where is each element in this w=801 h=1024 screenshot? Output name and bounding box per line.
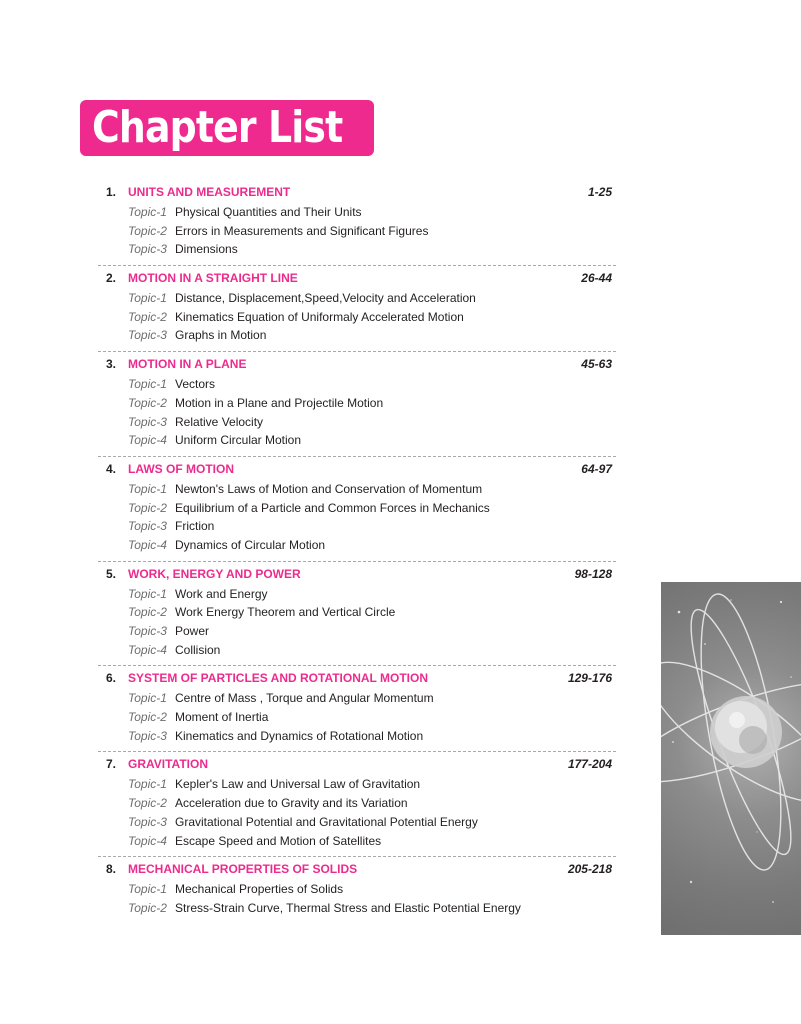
topic-row [98, 584, 616, 603]
topic-row [98, 688, 616, 707]
topic-row [98, 726, 616, 745]
topic-row [98, 325, 616, 344]
topic-row [98, 239, 616, 258]
topic-label: Topic-2 [128, 500, 167, 515]
chapter-entry [98, 269, 616, 344]
chapter-separator [98, 856, 616, 857]
chapter-separator [98, 265, 616, 266]
chapter-entry [98, 755, 616, 849]
chapter-title: SYSTEM OF PARTICLES AND ROTATIONAL MOTION [128, 671, 428, 686]
topic-title: Uniform Circular Motion [175, 433, 302, 448]
chapter-pages: 26-44 [581, 271, 612, 286]
topic-label: Topic-1 [128, 882, 167, 897]
chapter-separator [98, 751, 616, 752]
topic-label: Topic-1 [128, 777, 167, 792]
topic-row [98, 621, 616, 640]
topic-title: Equilibrium of a Particle and Common Forces in Mechanics [175, 500, 490, 515]
topic-row [98, 831, 616, 850]
chapter-separator [98, 351, 616, 352]
chapter-number: 1. [106, 185, 117, 199]
chapter-number: 5. [106, 566, 117, 581]
chapter-title: GRAVITATION [128, 757, 208, 772]
chapter-pages: 177-204 [567, 757, 612, 772]
chapter-heading-row [98, 755, 616, 774]
chapter-heading-row [98, 669, 616, 688]
topic-row [98, 479, 616, 498]
chapter-number: 8. [106, 862, 117, 877]
topic-label: Topic-2 [128, 900, 167, 915]
topic-label: Topic-4 [128, 642, 167, 657]
chapter-entry [98, 183, 616, 258]
topic-row [98, 898, 616, 917]
topic-row [98, 202, 616, 221]
topic-label: Topic-2 [128, 395, 167, 410]
chapter-heading-row [98, 269, 616, 288]
chapter-number: 4. [106, 461, 117, 476]
chapter-separator [98, 561, 616, 562]
topic-row [98, 307, 616, 326]
topic-title: Motion in a Plane and Projectile Motion [175, 395, 384, 410]
chapter-separator [98, 456, 616, 457]
chapter-title: MECHANICAL PROPERTIES OF SOLIDS [128, 862, 358, 877]
topic-title: Gravitational Potential and Gravitational Potential Energy [175, 814, 478, 829]
chapter-entry [98, 669, 616, 744]
topic-row [98, 393, 616, 412]
topic-title: Graphs in Motion [175, 328, 267, 343]
chapter-title: WORK, ENERGY AND POWER [128, 566, 301, 581]
topic-label: Topic-1 [128, 377, 167, 392]
topic-title: Power [175, 624, 210, 638]
topic-title: Centre of Mass , Torque and Angular Momentum [175, 691, 434, 706]
chapter-pages: 1-25 [587, 185, 612, 199]
topic-label: Topic-2 [128, 309, 167, 324]
topic-label: Topic-1 [128, 481, 167, 496]
topic-title: Acceleration due to Gravity and its Variation [175, 796, 408, 811]
topic-label: Topic-2 [128, 796, 167, 811]
chapter-separator [98, 665, 616, 666]
topic-title: Moment of Inertia [175, 710, 269, 725]
topic-label: Topic-1 [128, 291, 167, 306]
topic-title: Kinematics and Dynamics of Rotational Motion [175, 728, 424, 743]
topic-label: Topic-3 [128, 814, 167, 829]
topic-row [98, 774, 616, 793]
chapter-title: MOTION IN A PLANE [128, 357, 247, 372]
topic-row [98, 221, 616, 240]
topic-label: Topic-4 [128, 433, 167, 448]
topic-label: Topic-1 [128, 586, 167, 601]
topic-label: Topic-3 [128, 328, 167, 343]
chapter-title: MOTION IN A STRAIGHT LINE [128, 271, 298, 286]
topic-label: Topic-3 [128, 242, 167, 257]
chapter-entry [98, 565, 616, 659]
topic-title: Stress-Strain Curve, Thermal Stress and Elastic Potential Energy [175, 900, 521, 915]
chapter-number: 6. [106, 671, 117, 686]
chapter-entry [98, 460, 616, 554]
topic-label: Topic-2 [128, 710, 167, 725]
topic-row [98, 640, 616, 659]
topic-row [98, 374, 616, 393]
topic-row [98, 288, 616, 307]
atom-illustration [661, 582, 801, 935]
topic-title: Work and Energy [175, 586, 268, 601]
chapter-pages: 98-128 [574, 566, 612, 581]
topic-row [98, 412, 616, 431]
topic-title: Kepler's Law and Universal Law of Gravitation [175, 777, 421, 792]
topic-row [98, 430, 616, 449]
topic-title: Friction [175, 519, 215, 534]
topic-row [98, 707, 616, 726]
chapter-pages: 45-63 [581, 357, 612, 372]
chapter-number: 7. [106, 757, 117, 772]
topic-label: Topic-1 [128, 205, 167, 219]
topic-label: Topic-3 [128, 728, 167, 743]
chapter-list [98, 183, 616, 917]
chapter-pages: 64-97 [581, 461, 612, 476]
topic-title: Escape Speed and Motion of Satellites [175, 833, 382, 848]
topic-title: Physical Quantities and Their Units [175, 205, 362, 219]
topic-label: Topic-3 [128, 624, 167, 638]
chapter-pages: 129-176 [567, 671, 612, 686]
topic-label: Topic-4 [128, 537, 167, 552]
topic-title: Kinematics Equation of Uniformaly Accelerated Motion [175, 309, 464, 324]
topic-label: Topic-2 [128, 605, 167, 620]
chapter-title: LAWS OF MOTION [128, 461, 234, 476]
chapter-entry [98, 355, 616, 449]
topic-title: Distance, Displacement,Speed,Velocity and Acceleration [175, 291, 476, 306]
chapter-pages: 205-218 [567, 862, 612, 877]
topic-row [98, 879, 616, 898]
chapter-entry [98, 860, 616, 916]
topic-row [98, 516, 616, 535]
topic-title: Errors in Measurements and Significant Figures [175, 223, 429, 238]
topic-title: Work Energy Theorem and Vertical Circle [175, 605, 396, 620]
topic-label: Topic-3 [128, 414, 167, 429]
topic-row [98, 535, 616, 554]
topic-row [98, 793, 616, 812]
topic-title: Relative Velocity [175, 414, 264, 429]
topic-label: Topic-2 [128, 223, 167, 238]
topic-title: Newton's Laws of Motion and Conservation of Momentum [175, 481, 483, 496]
chapter-heading-row [98, 183, 616, 202]
chapter-heading-row [98, 565, 616, 584]
topic-row [98, 602, 616, 621]
topic-row [98, 498, 616, 517]
chapter-number: 2. [106, 271, 117, 286]
topic-title: Vectors [175, 377, 216, 392]
topic-title: Collision [175, 642, 221, 657]
chapter-heading-row [98, 460, 616, 479]
chapter-heading-row [98, 355, 616, 374]
topic-row [98, 812, 616, 831]
topic-label: Topic-4 [128, 833, 167, 848]
chapter-number: 3. [106, 357, 117, 372]
topic-label: Topic-3 [128, 519, 167, 534]
page-title: Chapter List [92, 102, 343, 153]
chapter-heading-row [98, 860, 616, 879]
topic-title: Mechanical Properties of Solids [175, 882, 344, 897]
topic-label: Topic-1 [128, 691, 167, 706]
topic-title: Dimensions [175, 242, 238, 257]
chapter-title: UNITS AND MEASUREMENT [128, 185, 291, 199]
topic-title: Dynamics of Circular Motion [175, 537, 326, 552]
